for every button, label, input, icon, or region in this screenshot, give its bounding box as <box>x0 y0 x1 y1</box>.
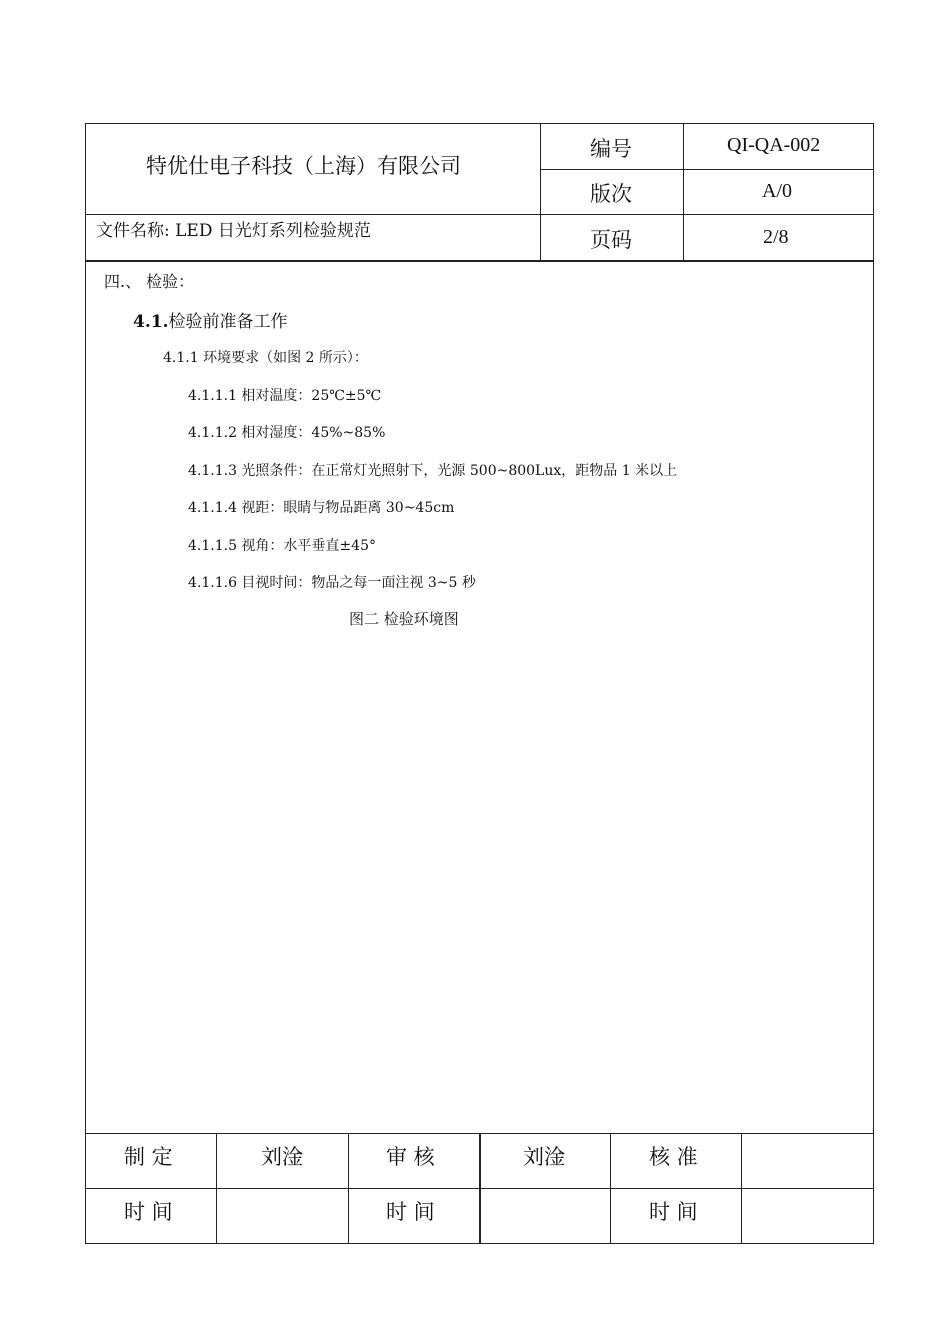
subsection-title: 检验前准备工作 <box>168 312 288 332</box>
file-name: 文件名称: LED 日光灯系列检验规范 <box>96 221 371 241</box>
subsection-heading <box>133 307 288 332</box>
reviewed-by-value: 刘淦 <box>523 1145 565 1169</box>
section-heading: 四.、 检验： <box>104 272 195 291</box>
footer-divider <box>216 1133 217 1244</box>
header-divider <box>683 123 684 261</box>
doc-number-label: 编号 <box>590 137 632 161</box>
made-by-label: 制 定 <box>124 1145 173 1169</box>
page-label: 页码 <box>590 228 632 252</box>
approve-label: 核 准 <box>649 1145 698 1169</box>
document-frame <box>85 123 874 1244</box>
list-item: 4.1.1.1 相对温度：25℃±5℃ <box>188 388 382 404</box>
made-by-value: 刘淦 <box>261 1145 303 1169</box>
made-time-label: 时 间 <box>124 1200 173 1224</box>
version-label: 版次 <box>590 182 632 206</box>
footer-divider <box>479 1133 481 1244</box>
figure-caption: 图二 检验环境图 <box>349 610 459 628</box>
list-item: 4.1.1.3 光照条件：在正常灯光照射下，光源 500~800Lux，距物品 1 米以上 <box>188 463 678 479</box>
version-value: A/0 <box>762 180 792 202</box>
list-item: 4.1.1.6 目视时间：物品之每一面注视 3~5 秒 <box>188 575 476 591</box>
company-name: 特优仕电子科技（上海）有限公司 <box>146 154 461 178</box>
list-item: 4.1.1.5 视角：水平垂直±45° <box>188 538 376 554</box>
header-divider <box>540 123 541 261</box>
footer-divider <box>610 1133 611 1244</box>
header-bottom-border <box>85 260 874 262</box>
header-divider <box>540 169 874 170</box>
review-label: 审 核 <box>386 1145 435 1169</box>
header-divider <box>85 214 874 215</box>
list-item: 4.1.1.4 视距：眼睛与物品距离 30~45cm <box>188 500 455 516</box>
footer-divider <box>348 1133 349 1244</box>
sub-item-heading: 4.1.1 环境要求（如图 2 所示）： <box>163 350 368 366</box>
review-time-label: 时 间 <box>386 1200 435 1224</box>
footer-divider <box>741 1133 742 1244</box>
doc-number-value: QI-QA-002 <box>727 134 821 156</box>
subsection-number: 4.1. <box>133 312 169 332</box>
list-item: 4.1.1.2 相对湿度：45%~85% <box>188 425 386 441</box>
approve-time-label: 时 间 <box>649 1200 698 1224</box>
page-value: 2/8 <box>763 226 789 248</box>
